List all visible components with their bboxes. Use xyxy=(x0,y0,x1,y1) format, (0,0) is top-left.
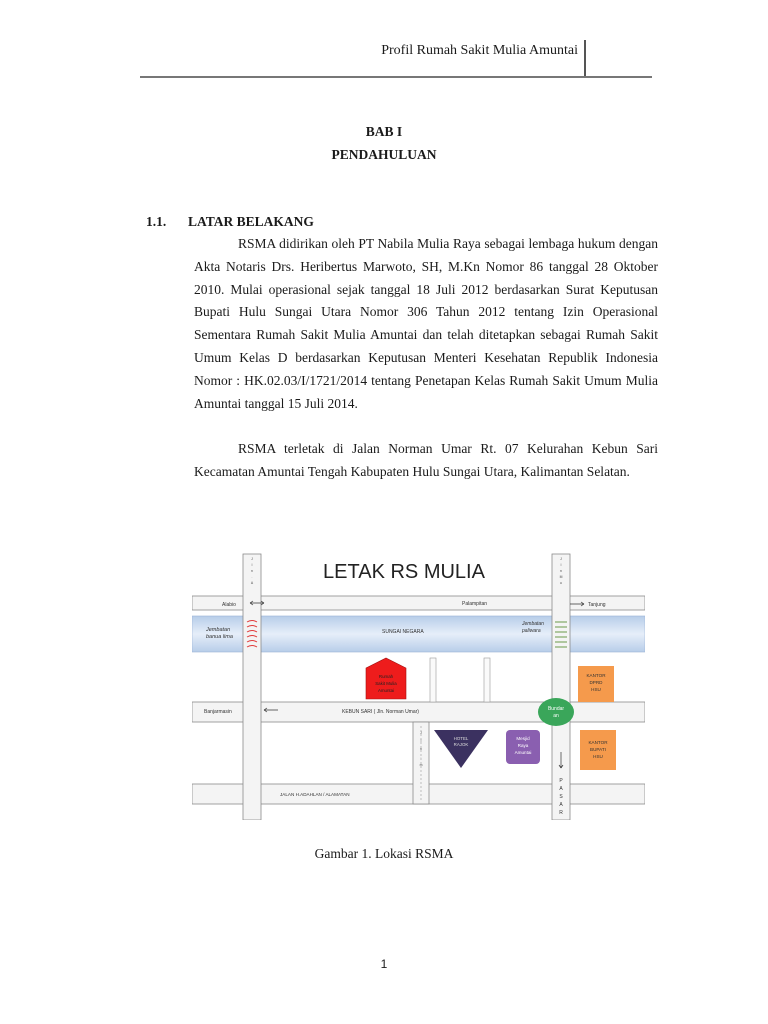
svg-text:J: J xyxy=(251,557,253,561)
label-alabio: Alabio xyxy=(222,602,236,608)
road-left-vertical xyxy=(243,554,261,820)
svg-text:M: M xyxy=(559,575,563,579)
svg-text:n: n xyxy=(251,569,253,573)
rs-mulia-building xyxy=(366,658,406,699)
svg-text:HOTEL: HOTEL xyxy=(453,736,469,741)
paragraph-1: RSMA didirikan oleh PT Nabila Mulia Raya sebagai lembaga hukum dengan Akta Notaris Drs. Heribertus Marwoto, SH, M.Kn Nomor 86 tanggal 28 Oktober 2010. Mulai operasional sejak tanggal 18 Juli 2012 berdasarkan Surat Keputusan Bupati Hulu Sungai Utara Nomor 306 Tahun 2012 tentang Izin Operasional Sementara Rumah Sakit Mulia Amuntai dan telah ditetapkan sebagai Rumah Sakit Umum Kelas D berdasarkan Keputusan Menteri Kesehatan Republik Indonesia Nomor : HK.02.03/I/1721/2014 tentang Penetapan Kelas Rumah Sakit Umum Mulia Amuntai tanggal 15 Juli 2014. xyxy=(194,236,658,411)
kantor-bupati-building xyxy=(580,730,616,770)
chapter-title: PENDAHULUAN xyxy=(331,147,437,162)
header-divider-horizontal xyxy=(140,76,652,78)
label-kebun-sari: KEBUN SARI ( Jln. Norman Umar) xyxy=(342,709,419,715)
svg-text:.: . xyxy=(420,755,422,759)
mesjid-raya-building xyxy=(506,730,540,764)
svg-text:l: l xyxy=(560,563,562,567)
svg-text:A: A xyxy=(250,581,254,585)
label-jalan-bottom: JALAN H.ADAHLAN / ALAMATAN xyxy=(280,792,350,797)
svg-text:J: J xyxy=(560,557,562,561)
svg-text:u: u xyxy=(560,581,562,585)
svg-text:l: l xyxy=(251,563,253,567)
svg-text:l: l xyxy=(420,739,422,743)
side-street-2 xyxy=(484,658,490,702)
label-jembatan-banua-lima: Jembatan banua lima xyxy=(206,627,233,640)
svg-text:KANTORBUPATIHSU: KANTOR BUPATI HSU xyxy=(588,740,608,759)
side-street-1 xyxy=(430,658,436,702)
svg-text:n: n xyxy=(560,569,562,573)
section-title: LATAR BELAKANG xyxy=(188,214,314,229)
paragraph-2: RSMA terletak di Jalan Norman Umar Rt. 07 Kelurahan Kebun Sari Kecamatan Amuntai Tengah Kabupaten Hulu Sungai Utara, Kalimantan Selatan. xyxy=(194,441,658,479)
bundaran-roundabout xyxy=(538,698,574,726)
svg-text:MesjidRayaAmuntai: Mesjid Raya Amuntai xyxy=(514,736,532,755)
svg-text:n: n xyxy=(420,747,422,751)
label-banjarmasin: Banjarmasin xyxy=(204,709,232,715)
svg-text:KANTORDPRDHSU: KANTOR DPRD HSU xyxy=(586,673,606,692)
location-map xyxy=(192,548,645,820)
figure-caption: Gambar 1. Lokasi RSMA xyxy=(314,846,454,861)
map-title: LETAK RS MULIA xyxy=(323,561,485,583)
svg-text:Bundaran: Bundar an xyxy=(547,706,565,719)
svg-text:RAJOK: RAJOK xyxy=(453,742,469,747)
header-divider-vertical xyxy=(584,40,586,78)
label-tanjung: Tanjung xyxy=(588,602,606,608)
header-title: Profil Rumah Sakit Mulia Amuntai xyxy=(381,43,578,58)
svg-text:J: J xyxy=(420,731,422,735)
svg-text:RumahSakit MuliaAmuntai: Rumah Sakit Mulia Amuntai xyxy=(375,674,397,693)
page-number: 1 xyxy=(380,957,388,971)
svg-text:m: m xyxy=(419,763,423,767)
kantor-dprd-building xyxy=(578,666,614,702)
hotel-rajok-building xyxy=(434,730,488,768)
label-jembatan-paliwara: Jembatan paliwara xyxy=(522,621,544,634)
chapter-number: BAB I xyxy=(365,124,403,139)
svg-text:.: . xyxy=(251,575,253,579)
label-pasar: P A S A R xyxy=(559,778,563,816)
label-sungai-negara: SUNGAI NEGARA xyxy=(382,629,424,635)
section-number: 1.1. xyxy=(146,214,167,229)
label-palampitan: Palampitan xyxy=(462,601,488,607)
